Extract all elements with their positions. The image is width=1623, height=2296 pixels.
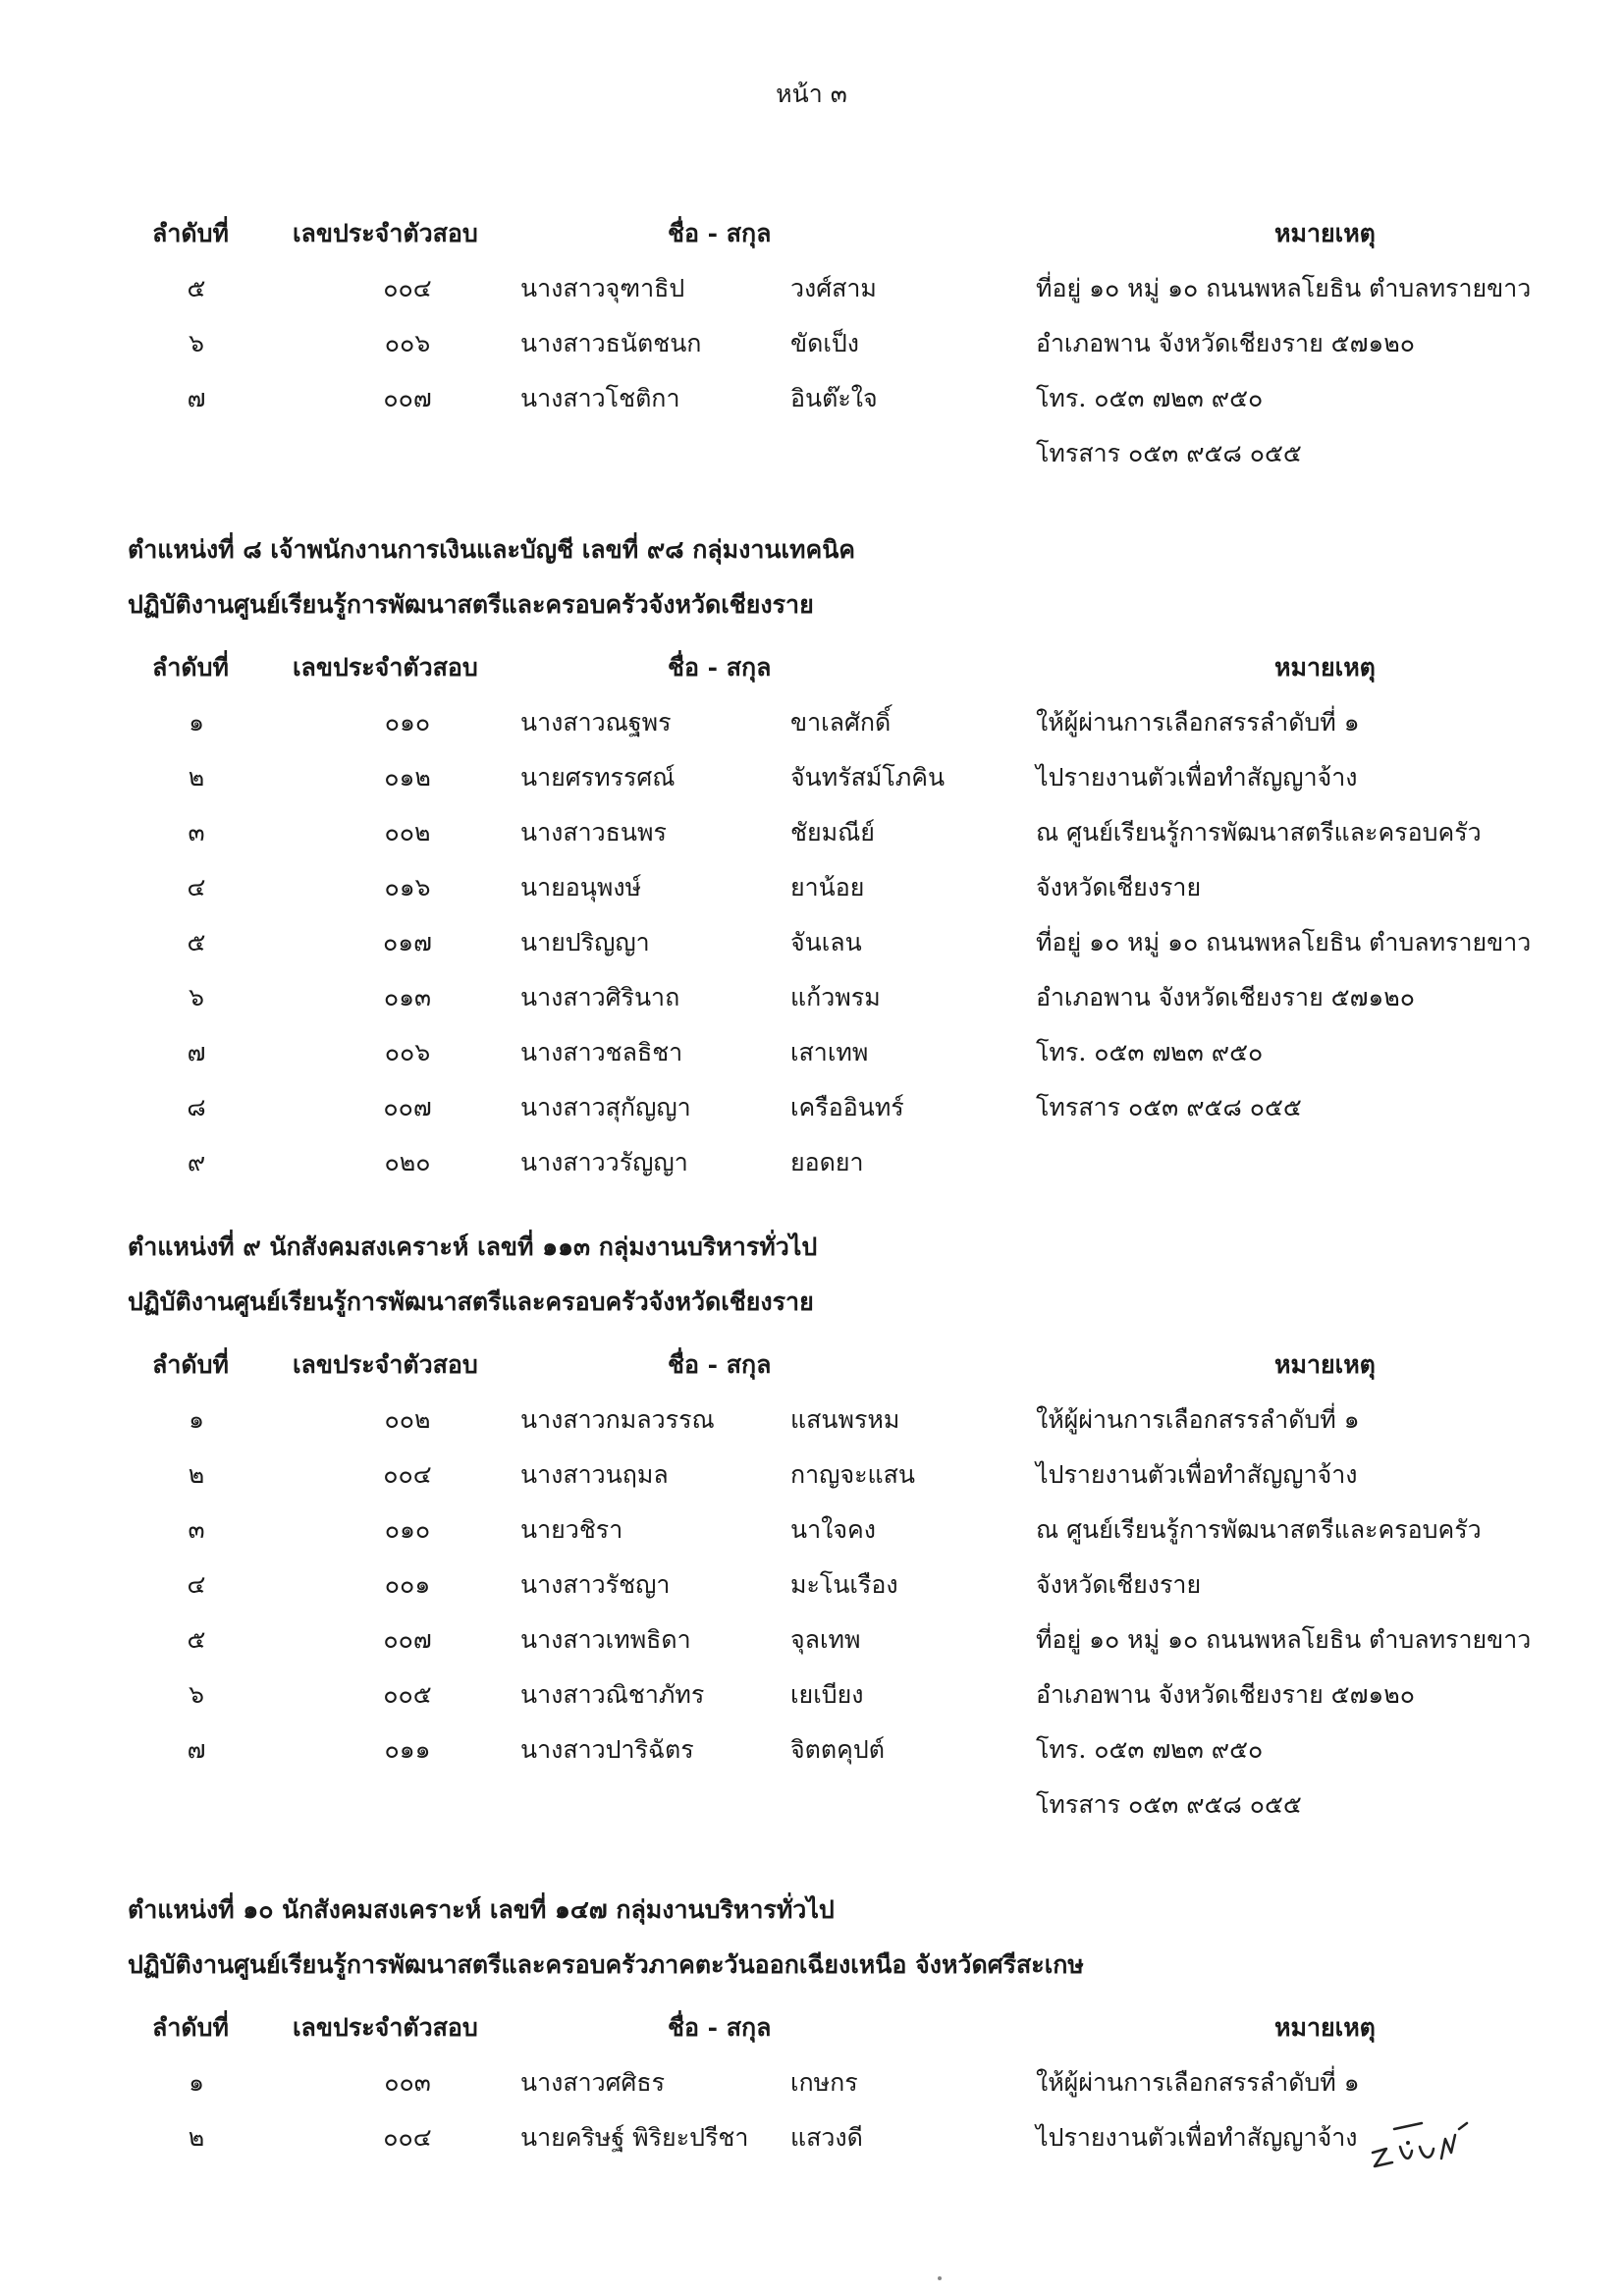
- table-row: [0, 1722, 1623, 1777]
- row-seq: ๖: [189, 983, 204, 1011]
- row-first-name: นางสาวโชติกา: [520, 384, 680, 412]
- row-first-name: นางสาวกมลวรรณ: [520, 1405, 715, 1434]
- row-last-name: จิตตคุปต์: [790, 1735, 885, 1764]
- row-first-name: นางสาวรัชญา: [520, 1570, 671, 1599]
- row-note: โทร. ๐๕๓ ๗๒๓ ๙๕๐: [1036, 1735, 1264, 1764]
- row-last-name: แสวงดี: [790, 2123, 863, 2152]
- table-header: [0, 2000, 1623, 2055]
- header-name: ชื่อ - สกุล: [668, 1350, 772, 1379]
- header-seq: ลำดับที่: [152, 219, 229, 247]
- row-note: ที่อยู่ ๑๐ หมู่ ๑๐ ถนนพหลโยธิน ตำบลทรายขาว: [1036, 928, 1532, 957]
- table-row: [0, 805, 1623, 860]
- row-seq: ๗: [187, 1735, 206, 1764]
- row-seq: ๔: [187, 873, 206, 902]
- header-seq: ลำดับที่: [152, 1350, 229, 1379]
- row-last-name: จุลเทพ: [790, 1625, 861, 1654]
- table-row: [0, 1777, 1623, 1832]
- scan-speck: [938, 2276, 942, 2280]
- table-row: [0, 1503, 1623, 1558]
- table-row: [0, 860, 1623, 915]
- row-exam-id: ๐๐๒: [384, 818, 431, 847]
- row-seq: ๙: [187, 1148, 206, 1176]
- position-workplace: ปฏิบัติงานศูนย์เรียนรู้การพัฒนาสตรีและครอบครัวจังหวัดเชียงราย: [128, 1287, 814, 1316]
- table-header: [0, 640, 1623, 695]
- row-first-name: นางสาวเทพธิดา: [520, 1625, 691, 1654]
- row-seq: ๕: [187, 1625, 206, 1654]
- table-row: [0, 261, 1623, 316]
- position-workplace: ปฏิบัติงานศูนย์เรียนรู้การพัฒนาสตรีและครอบครัวจังหวัดเชียงราย: [128, 590, 814, 619]
- row-first-name: นางสาวสุกัญญา: [520, 1093, 691, 1121]
- row-note: โทรสาร ๐๕๓ ๙๕๘ ๐๕๕: [1036, 1790, 1302, 1819]
- page-number: หน้า ๓: [776, 80, 847, 108]
- row-note: ณ ศูนย์เรียนรู้การพัฒนาสตรีและครอบครัว: [1036, 818, 1482, 847]
- row-first-name: นายคริษฐ์ พิริยะปรีชา: [520, 2123, 749, 2152]
- table-row: [0, 1025, 1623, 1080]
- row-last-name: ยาน้อย: [790, 873, 865, 902]
- header-name: ชื่อ - สกุล: [668, 653, 772, 682]
- header-exam-id: เลขประจำตัวสอบ: [293, 2013, 478, 2042]
- row-exam-id: ๐๑๗: [383, 928, 432, 957]
- row-exam-id: ๐๐๓: [384, 2068, 431, 2097]
- row-exam-id: ๐๐๑: [384, 1570, 431, 1599]
- row-last-name: ขัดเป็ง: [790, 329, 859, 357]
- row-first-name: นายอนุพงษ์: [520, 873, 642, 902]
- row-note: ณ ศูนย์เรียนรู้การพัฒนาสตรีและครอบครัว: [1036, 1515, 1482, 1544]
- table-row: [0, 1393, 1623, 1448]
- row-seq: ๓: [188, 1515, 205, 1544]
- row-note: อำเภอพาน จังหวัดเชียงราย ๕๗๑๒๐: [1036, 983, 1416, 1011]
- row-exam-id: ๐๐๒: [384, 1405, 431, 1434]
- row-first-name: นางสาวชลธิชา: [520, 1038, 683, 1066]
- row-last-name: แก้วพรม: [790, 983, 881, 1011]
- row-exam-id: ๐๐๖: [384, 1038, 431, 1066]
- row-last-name: วงศ์สาม: [790, 274, 877, 302]
- row-seq: ๒: [188, 2123, 205, 2152]
- row-last-name: ขาเลศักดิ์: [790, 708, 892, 737]
- table-header: [0, 1338, 1623, 1393]
- row-seq: ๑: [189, 1405, 204, 1434]
- row-last-name: นาใจคง: [790, 1515, 876, 1544]
- position-title: ตำแหน่งที่ ๙ นักสังคมสงเคราะห์ เลขที่ ๑๑๓ กลุ่มงานบริหารทั่วไป: [128, 1232, 818, 1261]
- row-last-name: แสนพรหม: [790, 1405, 900, 1434]
- row-note: โทรสาร ๐๕๓ ๙๕๘ ๐๕๕: [1036, 1093, 1302, 1121]
- row-first-name: นายปริญญา: [520, 928, 650, 957]
- table-row: [0, 1558, 1623, 1613]
- row-exam-id: ๐๐๔: [383, 1460, 432, 1489]
- row-seq: ๔: [187, 1570, 206, 1599]
- row-seq: ๒: [188, 1460, 205, 1489]
- row-seq: ๕: [187, 928, 206, 957]
- table-row: [0, 1667, 1623, 1722]
- row-seq: ๘: [187, 1093, 206, 1121]
- row-last-name: อินต๊ะใจ: [790, 384, 878, 412]
- header-note: หมายเหตุ: [1274, 1350, 1376, 1379]
- row-first-name: นางสาวปาริฉัตร: [520, 1735, 694, 1764]
- row-note: จังหวัดเชียงราย: [1036, 1570, 1202, 1599]
- table-row: [0, 316, 1623, 371]
- row-last-name: เกษกร: [790, 2068, 858, 2097]
- row-note: จังหวัดเชียงราย: [1036, 873, 1202, 902]
- header-note: หมายเหตุ: [1274, 653, 1376, 682]
- row-first-name: นางสาวณิชาภัทร: [520, 1680, 705, 1709]
- table-row: [0, 1448, 1623, 1503]
- row-exam-id: ๐๑๐: [384, 708, 431, 737]
- row-exam-id: ๐๐๗: [383, 384, 432, 412]
- header-exam-id: เลขประจำตัวสอบ: [293, 219, 478, 247]
- position-title: ตำแหน่งที่ ๑๐ นักสังคมสงเคราะห์ เลขที่ ๑๔๗ กลุ่มงานบริหารทั่วไป: [128, 1895, 835, 1924]
- row-seq: ๑: [189, 708, 204, 737]
- row-exam-id: ๐๐๖: [384, 329, 431, 357]
- row-note: ที่อยู่ ๑๐ หมู่ ๑๐ ถนนพหลโยธิน ตำบลทรายขาว: [1036, 1625, 1532, 1654]
- row-seq: ๒: [188, 763, 205, 792]
- row-last-name: มะโนเรือง: [790, 1570, 898, 1599]
- row-note: ที่อยู่ ๑๐ หมู่ ๑๐ ถนนพหลโยธิน ตำบลทรายขาว: [1036, 274, 1532, 302]
- header-note: หมายเหตุ: [1274, 219, 1376, 247]
- row-exam-id: ๐๐๗: [383, 1093, 432, 1121]
- row-first-name: นางสาวศิรินาถ: [520, 983, 680, 1011]
- row-note: ให้ผู้ผ่านการเลือกสรรลำดับที่ ๑: [1036, 2068, 1360, 2097]
- row-note: โทร. ๐๕๓ ๗๒๓ ๙๕๐: [1036, 384, 1264, 412]
- row-exam-id: ๐๑๒: [384, 763, 431, 792]
- table-row: [0, 371, 1623, 426]
- row-first-name: นางสาวณฐพร: [520, 708, 672, 737]
- row-last-name: เครืออินทร์: [790, 1093, 904, 1121]
- row-seq: ๗: [187, 384, 206, 412]
- row-exam-id: ๐๐๔: [383, 2123, 432, 2152]
- table-row: [0, 426, 1623, 481]
- table-row: [0, 970, 1623, 1025]
- row-exam-id: ๐๐๔: [383, 274, 432, 302]
- row-first-name: นางสาววรัญญา: [520, 1148, 688, 1176]
- row-first-name: นายศรทรรศณ์: [520, 763, 676, 792]
- position-title: ตำแหน่งที่ ๘ เจ้าพนักงานการเงินและบัญชี เลขที่ ๙๘ กลุ่มงานเทคนิค: [128, 535, 856, 564]
- row-exam-id: ๐๐๕: [383, 1680, 432, 1709]
- row-note: โทรสาร ๐๕๓ ๙๕๘ ๐๕๕: [1036, 439, 1302, 467]
- table-row: [0, 1613, 1623, 1667]
- table-header: [0, 206, 1623, 261]
- row-seq: ๖: [189, 1680, 204, 1709]
- header-exam-id: เลขประจำตัวสอบ: [293, 653, 478, 682]
- row-last-name: จันเลน: [790, 928, 862, 957]
- row-note: ให้ผู้ผ่านการเลือกสรรลำดับที่ ๑: [1036, 1405, 1360, 1434]
- row-seq: ๕: [187, 274, 206, 302]
- row-first-name: นายวชิรา: [520, 1515, 623, 1544]
- row-last-name: ยอดยา: [790, 1148, 864, 1176]
- position-workplace: ปฏิบัติงานศูนย์เรียนรู้การพัฒนาสตรีและครอบครัวภาคตะวันออกเฉียงเหนือ จังหวัดศรีสะเกษ: [128, 1950, 1084, 1979]
- row-note: โทร. ๐๕๓ ๗๒๓ ๙๕๐: [1036, 1038, 1264, 1066]
- row-note: ไปรายงานตัวเพื่อทำสัญญาจ้าง: [1036, 2123, 1358, 2152]
- row-note: ไปรายงานตัวเพื่อทำสัญญาจ้าง: [1036, 1460, 1358, 1489]
- table-row: [0, 1080, 1623, 1135]
- row-first-name: นางสาวธนัตชนก: [520, 329, 702, 357]
- header-exam-id: เลขประจำตัวสอบ: [293, 1350, 478, 1379]
- row-seq: ๖: [189, 329, 204, 357]
- table-row: [0, 1135, 1623, 1190]
- row-note: ให้ผู้ผ่านการเลือกสรรลำดับที่ ๑: [1036, 708, 1360, 737]
- row-note: ไปรายงานตัวเพื่อทำสัญญาจ้าง: [1036, 763, 1358, 792]
- header-name: ชื่อ - สกุล: [668, 2013, 772, 2042]
- row-exam-id: ๐๑๐: [384, 1515, 431, 1544]
- row-note: อำเภอพาน จังหวัดเชียงราย ๕๗๑๒๐: [1036, 329, 1416, 357]
- table-row: [0, 915, 1623, 970]
- row-last-name: จันทรัสม์โภคิน: [790, 763, 946, 792]
- header-name: ชื่อ - สกุล: [668, 219, 772, 247]
- row-last-name: กาญจะแสน: [790, 1460, 916, 1489]
- row-exam-id: ๐๐๗: [383, 1625, 432, 1654]
- row-first-name: นางสาวนฤมล: [520, 1460, 669, 1489]
- row-seq: ๓: [188, 818, 205, 847]
- row-exam-id: ๐๒๐: [384, 1148, 431, 1176]
- row-note: อำเภอพาน จังหวัดเชียงราย ๕๗๑๒๐: [1036, 1680, 1416, 1709]
- row-last-name: เสาเทพ: [790, 1038, 869, 1066]
- row-last-name: ชัยมณีย์: [790, 818, 875, 847]
- row-last-name: เยเบียง: [790, 1680, 864, 1709]
- row-exam-id: ๐๑๓: [383, 983, 432, 1011]
- header-seq: ลำดับที่: [152, 653, 229, 682]
- table-row: [0, 695, 1623, 750]
- row-seq: ๑: [189, 2068, 204, 2097]
- table-row: [0, 750, 1623, 805]
- row-first-name: นางสาวจุฑาธิป: [520, 274, 685, 302]
- header-note: หมายเหตุ: [1274, 2013, 1376, 2042]
- row-first-name: นางสาวธนพร: [520, 818, 667, 847]
- row-exam-id: ๐๑๑: [384, 1735, 431, 1764]
- header-seq: ลำดับที่: [152, 2013, 229, 2042]
- row-exam-id: ๐๑๖: [384, 873, 431, 902]
- row-seq: ๗: [187, 1038, 206, 1066]
- signature-mark: [1365, 2102, 1492, 2180]
- row-first-name: นางสาวศศิธร: [520, 2068, 666, 2097]
